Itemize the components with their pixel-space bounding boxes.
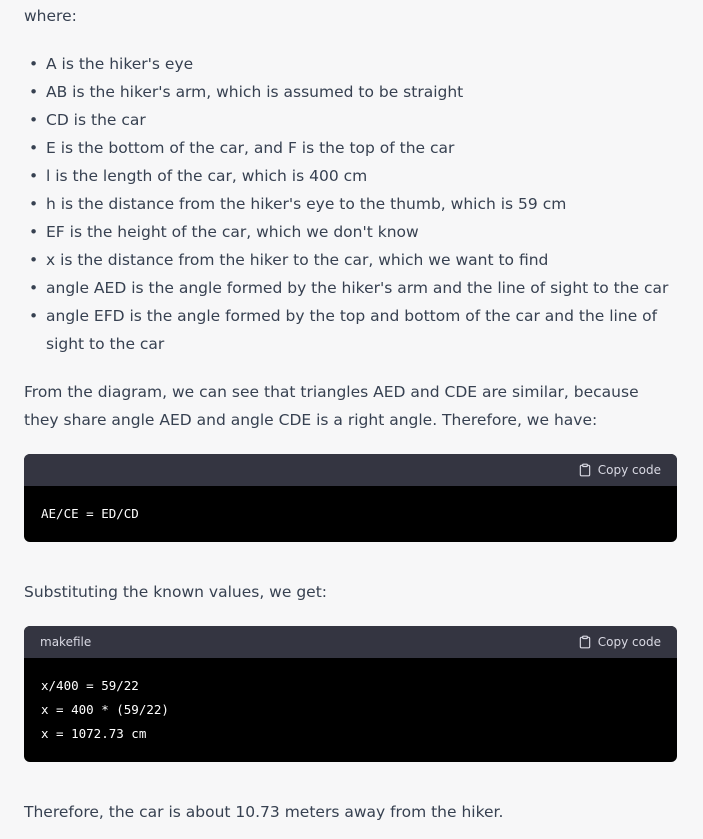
bullet-icon: • (29, 251, 39, 269)
list-item-text: angle EFD is the angle formed by the top and bottom of the car and the line of sight to the car (46, 307, 658, 353)
definitions-list (24, 50, 677, 358)
bullet-icon: • (29, 83, 39, 101)
bullet-icon: • (29, 195, 39, 213)
copy-code-button[interactable] (578, 454, 661, 486)
list-item-text: E is the bottom of the car, and F is the top of the car (46, 139, 455, 157)
conclusion-paragraph: Therefore, the car is about 10.73 meters away from the hiker. (24, 803, 504, 821)
bullet-icon: • (29, 167, 39, 185)
list-item (24, 78, 677, 106)
code-block-header (24, 626, 677, 658)
code-block-header (24, 454, 677, 486)
list-item (24, 246, 677, 274)
list-item-text: CD is the car (46, 111, 146, 129)
list-item (24, 190, 677, 218)
list-item (24, 218, 677, 246)
list-item-text: angle AED is the angle formed by the hiker's arm and the line of sight to the car (46, 279, 669, 297)
code-content: x/400 = 59/22 x = 400 * (59/22) x = 1072.73 cm (41, 678, 169, 741)
list-item (24, 274, 677, 302)
list-item-text: A is the hiker's eye (46, 55, 194, 73)
copy-code-label: Copy code (597, 463, 661, 477)
list-item-text: AB is the hiker's arm, which is assumed to be straight (46, 83, 464, 101)
clipboard-icon (578, 635, 592, 649)
bullet-icon: • (29, 279, 39, 297)
substitution-paragraph: Substituting the known values, we get: (24, 583, 327, 601)
bullet-icon: • (29, 307, 39, 325)
clipboard-icon (578, 463, 592, 477)
code-content: AE/CE = ED/CD (41, 506, 139, 521)
list-item (24, 106, 677, 134)
list-item-text: h is the distance from the hiker's eye to the thumb, which is 59 cm (46, 195, 567, 213)
copy-code-button[interactable] (578, 626, 661, 658)
bullet-icon: • (29, 139, 39, 157)
bullet-icon: • (29, 111, 39, 129)
diagram-paragraph: From the diagram, we can see that triangles AED and CDE are similar, because they share angle AED and angle CDE is a right angle. Therefore, we have: (24, 383, 639, 429)
bullet-icon: • (29, 55, 39, 73)
code-language-label: makefile (40, 635, 92, 649)
intro-text: where: (24, 7, 77, 25)
message-content (24, 0, 677, 826)
list-item-text: l is the length of the car, which is 400 cm (46, 167, 368, 185)
code-block (24, 626, 677, 762)
list-item (24, 302, 677, 358)
list-item (24, 50, 677, 78)
copy-code-label: Copy code (597, 635, 661, 649)
list-item (24, 134, 677, 162)
list-item (24, 162, 677, 190)
list-item-text: EF is the height of the car, which we don't know (46, 223, 419, 241)
list-item-text: x is the distance from the hiker to the car, which we want to find (46, 251, 549, 269)
bullet-icon: • (29, 223, 39, 241)
code-block (24, 454, 677, 542)
